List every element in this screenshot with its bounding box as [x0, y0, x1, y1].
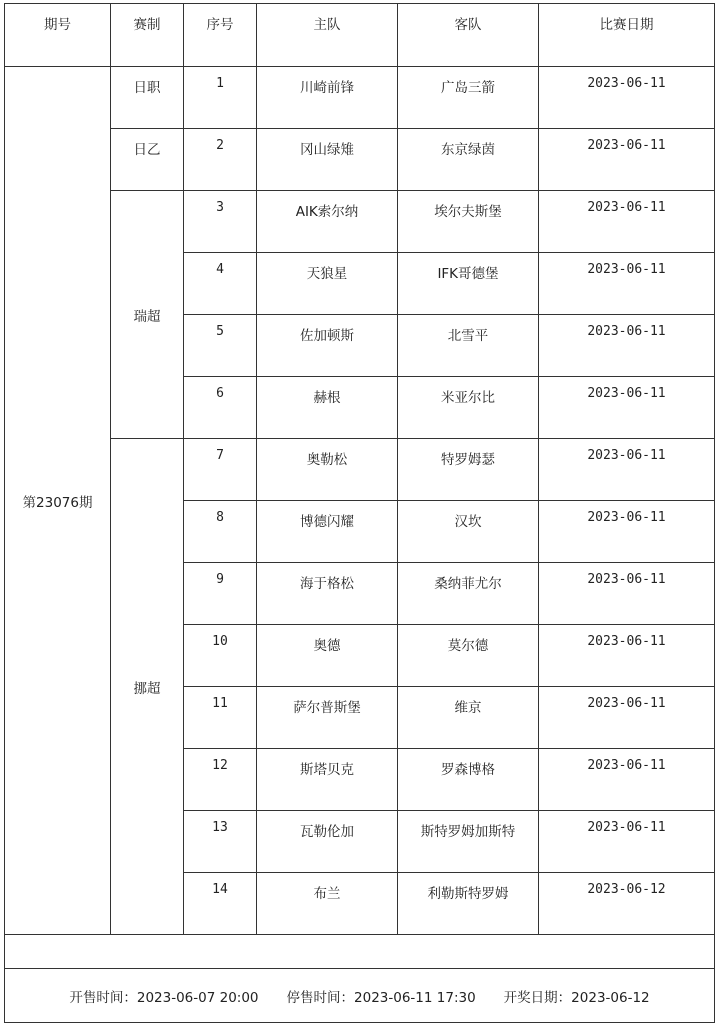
- match-date: 2023-06-11: [539, 625, 715, 687]
- match-number: 6: [184, 377, 257, 439]
- match-date: 2023-06-11: [539, 315, 715, 377]
- away-team: IFK哥德堡: [398, 253, 539, 315]
- match-date: 2023-06-11: [539, 253, 715, 315]
- away-team: 汉坎: [398, 501, 539, 563]
- fixture-table: [4, 3, 715, 1023]
- away-team: 米亚尔比: [398, 377, 539, 439]
- away-team: 斯特罗姆加斯特: [398, 811, 539, 873]
- home-team: 萨尔普斯堡: [257, 687, 398, 749]
- home-team: 瓦勒伦加: [257, 811, 398, 873]
- home-team: 斯塔贝克: [257, 749, 398, 811]
- header-period: 期号: [5, 4, 111, 67]
- match-number: 14: [184, 873, 257, 935]
- sale-start-time: 开售时间：2023-06-07 20:00: [69, 989, 259, 1006]
- match-date: 2023-06-11: [539, 377, 715, 439]
- match-number: 2: [184, 129, 257, 191]
- match-number: 3: [184, 191, 257, 253]
- match-number: 8: [184, 501, 257, 563]
- away-team: 特罗姆瑟: [398, 439, 539, 501]
- match-number: 11: [184, 687, 257, 749]
- away-team: 罗森博格: [398, 749, 539, 811]
- away-team: 桑纳菲尤尔: [398, 563, 539, 625]
- match-row: [5, 191, 715, 253]
- match-date: 2023-06-11: [539, 129, 715, 191]
- home-team: 冈山绿雉: [257, 129, 398, 191]
- home-team: 奥勒松: [257, 439, 398, 501]
- away-team: 利勒斯特罗姆: [398, 873, 539, 935]
- home-team: 川崎前锋: [257, 67, 398, 129]
- match-number: 1: [184, 67, 257, 129]
- league-cell: 日乙: [111, 129, 184, 191]
- match-number: 10: [184, 625, 257, 687]
- sale-stop-time: 停售时间：2023-06-11 17:30: [286, 989, 476, 1006]
- header-row: [5, 4, 715, 67]
- footer-row: [5, 969, 715, 1023]
- header-number: 序号: [184, 4, 257, 67]
- away-team: 维京: [398, 687, 539, 749]
- header-home-team: 主队: [257, 4, 398, 67]
- header-match-date: 比赛日期: [539, 4, 715, 67]
- home-team: 天狼星: [257, 253, 398, 315]
- match-number: 12: [184, 749, 257, 811]
- match-date: 2023-06-11: [539, 67, 715, 129]
- match-number: 4: [184, 253, 257, 315]
- match-row: [5, 439, 715, 501]
- match-row: [5, 67, 715, 129]
- match-date: 2023-06-11: [539, 687, 715, 749]
- home-team: 博德闪耀: [257, 501, 398, 563]
- match-date: 2023-06-11: [539, 191, 715, 253]
- match-number: 7: [184, 439, 257, 501]
- home-team: 海于格松: [257, 563, 398, 625]
- header-league: 赛制: [111, 4, 184, 67]
- home-team: 布兰: [257, 873, 398, 935]
- home-team: 赫根: [257, 377, 398, 439]
- match-number: 9: [184, 563, 257, 625]
- match-number: 5: [184, 315, 257, 377]
- match-number: 13: [184, 811, 257, 873]
- match-row: [5, 129, 715, 191]
- footer-cell: [5, 969, 715, 1023]
- period-cell: 第23076期: [5, 67, 111, 935]
- away-team: 北雪平: [398, 315, 539, 377]
- match-date: 2023-06-11: [539, 811, 715, 873]
- match-date: 2023-06-11: [539, 439, 715, 501]
- away-team: 东京绿茵: [398, 129, 539, 191]
- away-team: 埃尔夫斯堡: [398, 191, 539, 253]
- home-team: AIK索尔纳: [257, 191, 398, 253]
- blank-row: [5, 935, 715, 969]
- match-date: 2023-06-11: [539, 749, 715, 811]
- league-cell: 瑞超: [111, 191, 184, 439]
- match-date: 2023-06-12: [539, 873, 715, 935]
- away-team: 莫尔德: [398, 625, 539, 687]
- league-cell: 挪超: [111, 439, 184, 935]
- header-away-team: 客队: [398, 4, 539, 67]
- match-date: 2023-06-11: [539, 563, 715, 625]
- away-team: 广岛三箭: [398, 67, 539, 129]
- home-team: 佐加顿斯: [257, 315, 398, 377]
- draw-date: 开奖日期：2023-06-12: [503, 989, 650, 1006]
- blank-cell: [5, 935, 715, 969]
- match-date: 2023-06-11: [539, 501, 715, 563]
- league-cell: 日职: [111, 67, 184, 129]
- home-team: 奥德: [257, 625, 398, 687]
